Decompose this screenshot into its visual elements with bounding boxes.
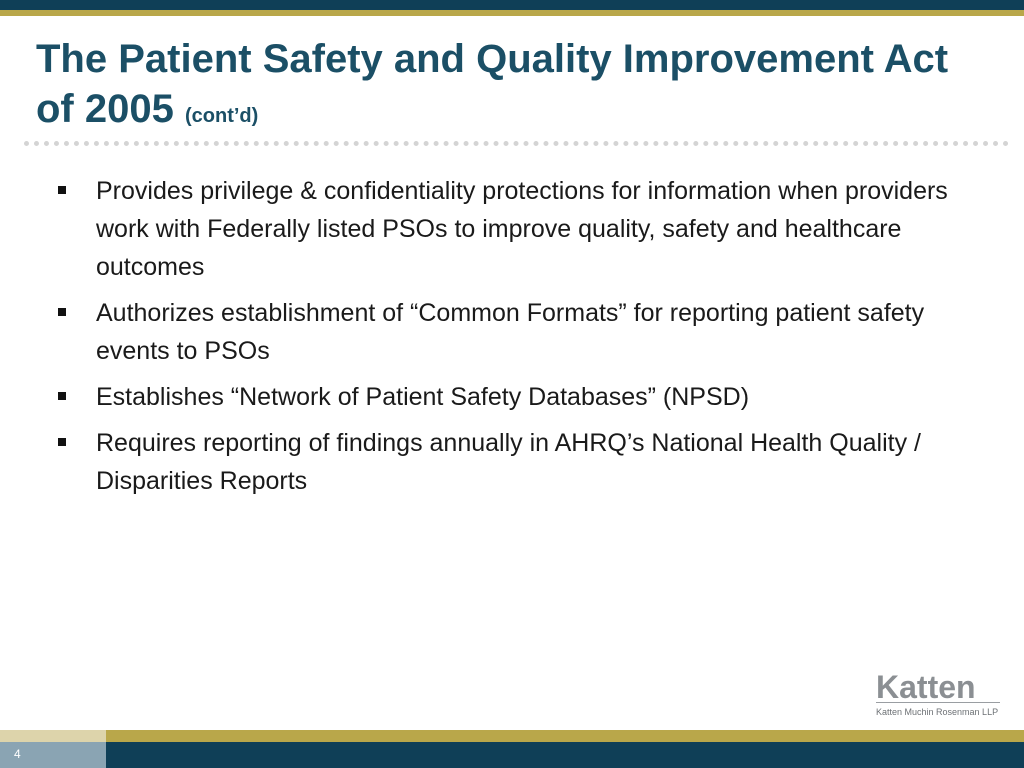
bullet-item [58,378,978,416]
katten-logo [876,670,1002,718]
bottom-band-gold [106,730,1024,742]
square-bullet-icon [58,308,66,316]
top-band-gold [0,10,1024,16]
top-band-dark [0,0,1024,10]
bullet-text: Provides privilege & confidentiality protections for information when providers work with Federally listed PSOs to improve quality, safety and healthcare outcomes [96,177,948,281]
slide-title-main: The Patient Safety and Quality Improvement Act of 2005 [36,37,949,131]
page-number: 4 [14,747,21,761]
bullet-text: Authorizes establishment of “Common Formats” for reporting patient safety events to PSOs [96,299,925,365]
square-bullet-icon [58,186,66,194]
bullet-text: Establishes “Network of Patient Safety Databases” (NPSD) [96,383,750,411]
bullet-item [58,424,978,500]
bullet-item [58,172,978,286]
page-number-box [0,730,106,768]
slide-title [36,34,996,141]
square-bullet-icon [58,438,66,446]
page-box-top [0,730,106,742]
title-divider [24,141,1009,146]
slide-title-sub: (cont’d) [184,105,259,127]
bullet-item [58,294,978,370]
logo-subtitle: Katten Muchin Rosenman LLP [876,707,999,717]
logo-wordmark: Katten [876,669,976,705]
bottom-band-dark [106,742,1024,768]
square-bullet-icon [58,392,66,400]
bullet-list [58,172,978,508]
bullet-text: Requires reporting of findings annually in AHRQ’s National Health Quality / Disparities Reports [96,429,921,495]
